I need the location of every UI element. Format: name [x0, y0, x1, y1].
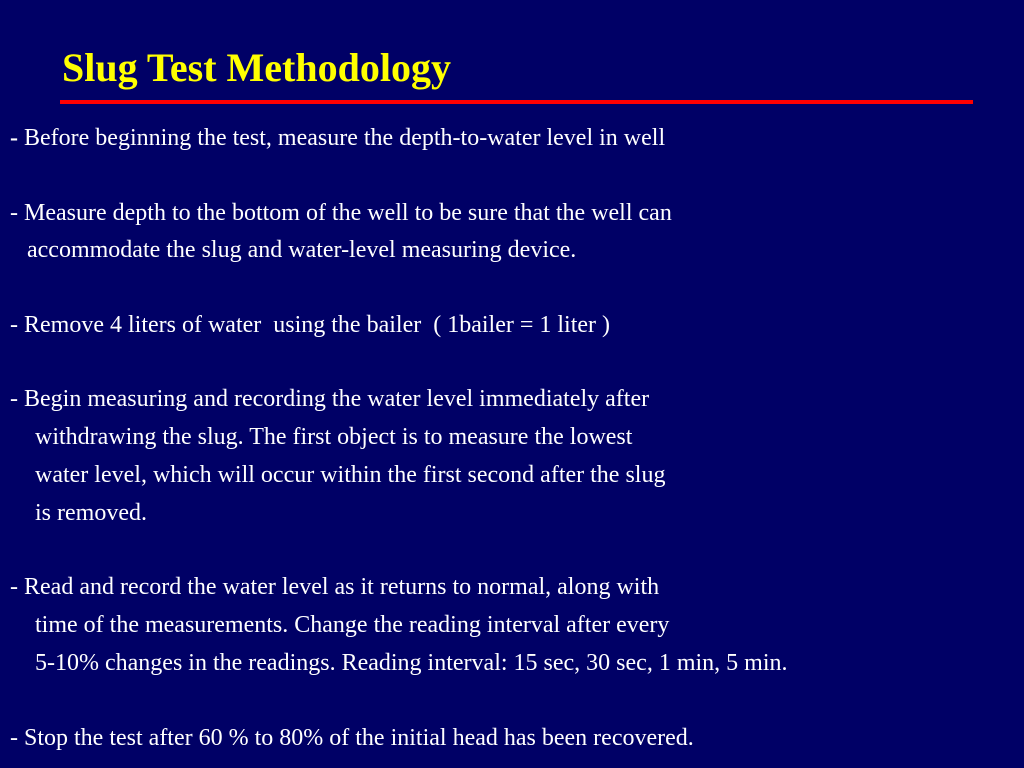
bullet-2-line-1: - Measure depth to the bottom of the well to be sure that the well can [10, 200, 672, 226]
bullet-3-line-1: - Remove 4 liters of water using the bailer ( 1bailer = 1 liter ) [10, 312, 611, 338]
bullet-5-dash: - [10, 574, 18, 600]
bullet-4-line-3: water level, which will occur within the first second after the slug [35, 462, 666, 488]
bullet-6-dash: - [10, 725, 18, 751]
bullet-4-dash: - [10, 386, 18, 412]
bullet-5-line-2: time of the measurements. Change the reading interval after every [35, 612, 670, 638]
bullet-2-line-2: accommodate the slug and water-level measuring device. [27, 237, 577, 263]
bullet-1-dash: - [10, 125, 18, 151]
slide-title: Slug Test Methodology [62, 45, 451, 90]
title-underline [60, 100, 973, 104]
bullet-4-line-1: - Begin measuring and recording the water level immediately after [10, 386, 650, 412]
bullet-4-line-4: is removed. [35, 500, 147, 526]
bullet-3-dash: - [10, 312, 18, 338]
bullet-4-line-2: withdrawing the slug. The first object is to measure the lowest [35, 424, 633, 450]
bullet-6-line-1: - Stop the test after 60 % to 80% of the initial head has been recovered. [10, 725, 694, 751]
bullet-5-line-3: 5-10% changes in the readings. Reading interval: 15 sec, 30 sec, 1 min, 5 min. [35, 650, 788, 676]
bullet-5-line-1: - Read and record the water level as it returns to normal, along with [10, 574, 660, 600]
bullet-1-line-1: - Before beginning the test, measure the depth-to-water level in well [10, 125, 666, 151]
bullet-2-dash: - [10, 200, 18, 226]
